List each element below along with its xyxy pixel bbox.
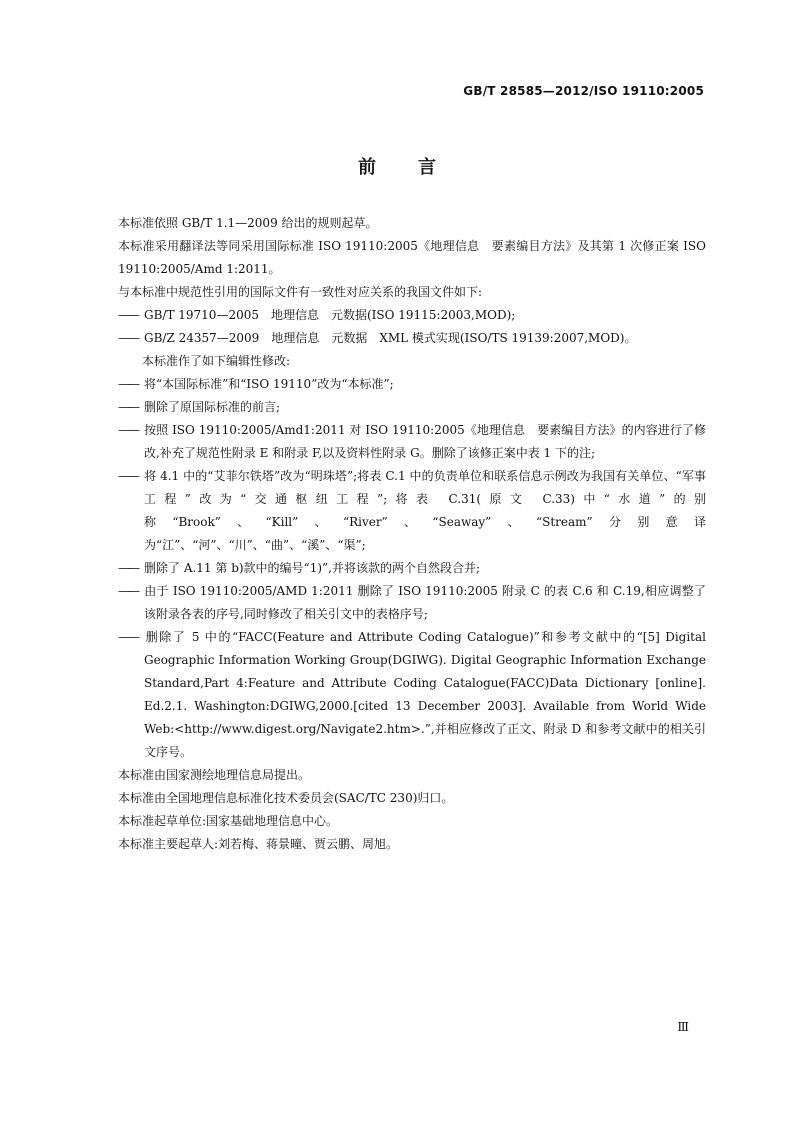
dash-marker: —— (118, 308, 138, 322)
list-item-text: GB/T 19710—2005 地理信息 元数据(ISO 19115:2003,MOD); (144, 308, 516, 322)
dash-marker: —— (118, 377, 138, 391)
dash-marker: —— (118, 469, 138, 483)
page-title: 前言 (358, 157, 478, 178)
paragraph: 本标准依照 GB/T 1.1—2009 给出的规则起草。 (118, 216, 378, 230)
list-item-text: 由于 ISO 19110:2005/AMD 1:2011 删除了 ISO 19110:2005 附录 C 的表 C.6 和 C.19,相应调整了该附录各表的序号,同时修改了相关引文中的表格序号; (144, 584, 706, 621)
dash-marker: —— (118, 400, 138, 414)
list-item-text: 按照 ISO 19110:2005/Amd1:2011 对 ISO 19110:2005《地理信息 要素编目方法》的内容进行了修改,补充了规范性附录 E 和附录 F,以及资料性附录 G。删除了该修正案中表 1 下的注; (144, 423, 706, 460)
dash-marker: —— (118, 630, 138, 644)
list-item-text: 删除了原国际标准的前言; (144, 400, 281, 414)
list-item (118, 557, 706, 580)
list-item (118, 419, 706, 465)
page-number: Ⅲ (677, 1020, 689, 1034)
paragraph: 本标准作了如下编辑性修改: (142, 354, 291, 368)
dash-marker: —— (118, 584, 138, 598)
standard-number-header: GB/T 28585—2012/ISO 19110:2005 (463, 84, 704, 98)
paragraph: 本标准起草单位:国家基础地理信息中心。 (118, 814, 339, 828)
dash-marker: —— (118, 423, 138, 437)
list-item (118, 396, 706, 419)
paragraph: 本标准由国家测绘地理信息局提出。 (118, 768, 311, 782)
dash-marker: —— (118, 561, 138, 575)
list-item (118, 304, 706, 327)
list-item (118, 580, 706, 626)
list-item (118, 626, 706, 764)
paragraph: 与本标准中规范性引用的国际文件有一致性对应关系的我国文件如下: (118, 285, 483, 299)
list-item (118, 327, 706, 350)
dash-marker: —— (118, 331, 138, 345)
paragraph: 本标准主要起草人:刘若梅、蒋景曈、贾云鹏、周旭。 (118, 837, 399, 851)
document-body (118, 212, 706, 856)
list-item (118, 465, 706, 557)
list-item-text: 将“本国际标准”和“ISO 19110”改为“本标准”; (144, 377, 394, 391)
paragraph: 本标准采用翻译法等同采用国际标准 ISO 19110:2005《地理信息 要素编目方法》及其第 1 次修正案 ISO 19110:2005/Amd 1:2011。 (118, 239, 706, 276)
list-item-text: 删除了 5 中的“FACC(Feature and Attribute Coding Catalogue)”和参考文献中的“[5] Digital Geographic Information Working Group(DGIWG). Digital Geographic Information Exchange Standard,Part 4:Feature and Attribute Coding Catalogue(FACC)Data Dictionary [online]. Ed.2.1. Washington:DGIWG,2000.[cited 13 December 2003]. Available from World Wide Web:<http://www.digest.org/Navigate2.htm>.”,并相应修改了正文、附录 D 和参考文献中的相关引文序号。 (144, 630, 706, 759)
list-item-text: GB/Z 24357—2009 地理信息 元数据 XML 模式实现(ISO/TS 19139:2007,MOD)。 (144, 331, 637, 345)
list-item-text: 将 4.1 中的“艾菲尔铁塔”改为“明珠塔”;将表 C.1 中的负责单位和联系信息示例改为我国有关单位、“军事工程”改为“交通枢纽工程”;将表 C.31(原文 C.33)中“水道”的别称“Brook”、“Kill”、“River”、“Seaway”、“Stream”分别意译为“江”、“河”、“川”、“曲”、“溪”、“渠”; (144, 469, 706, 552)
list-item-text: 删除了 A.11 第 b)款中的编号“1)”,并将该款的两个自然段合并; (144, 561, 481, 575)
paragraph: 本标准由全国地理信息标准化技术委员会(SAC/TC 230)归口。 (118, 791, 454, 805)
list-item (118, 373, 706, 396)
